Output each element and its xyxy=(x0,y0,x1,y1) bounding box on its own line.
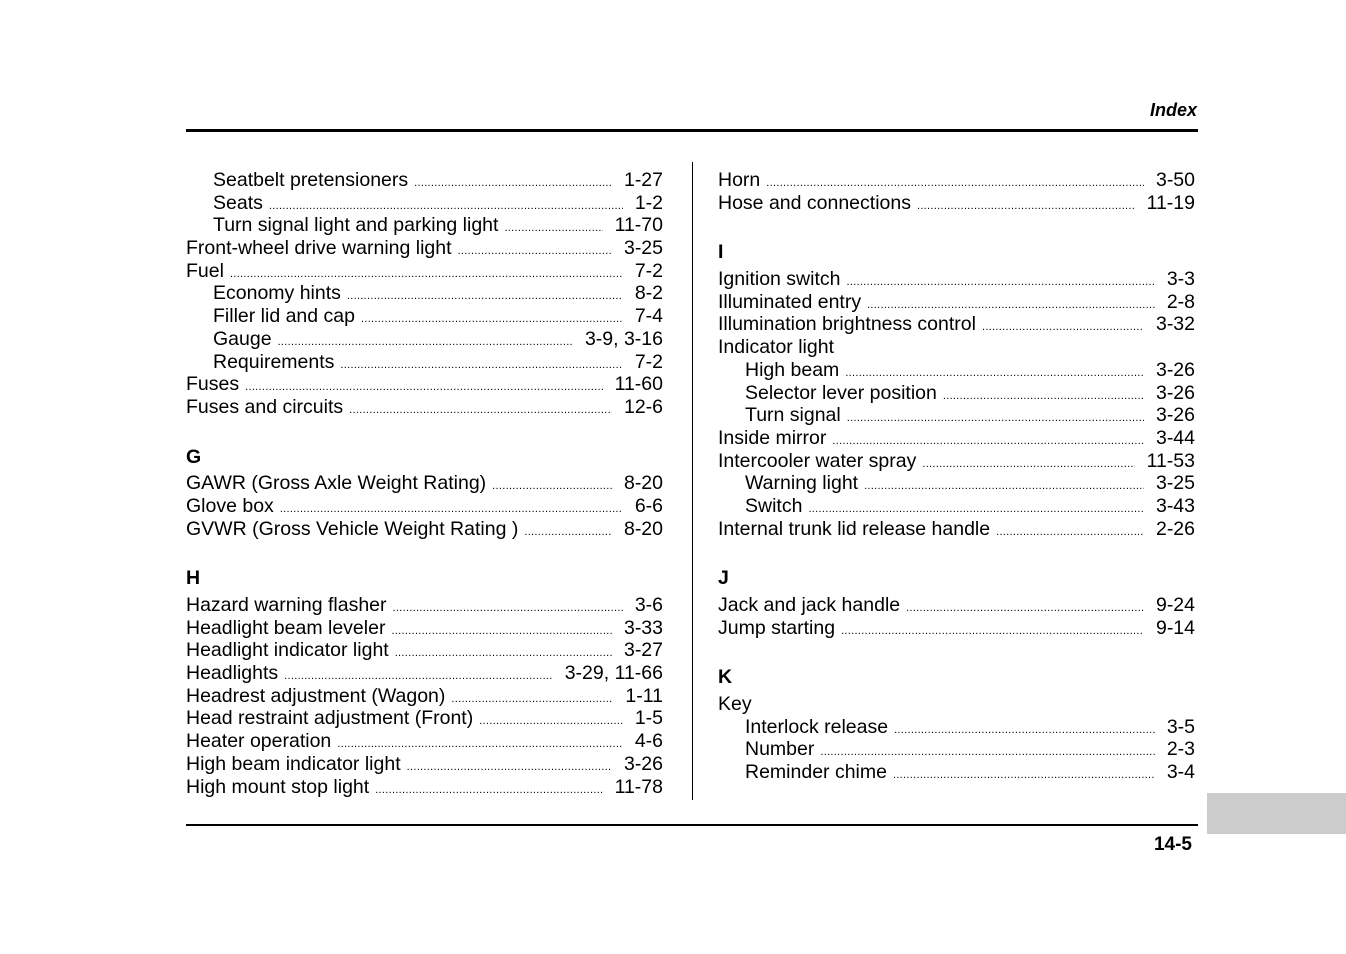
entry-page: 11-70 xyxy=(614,214,663,237)
entry-label: Interlock release xyxy=(745,715,889,738)
index-entry xyxy=(718,336,1195,359)
entry-page: 11-19 xyxy=(1146,191,1195,214)
entry-label: Illuminated entry xyxy=(718,290,862,313)
entry-label: Jack and jack handle xyxy=(718,594,901,616)
index-column-right xyxy=(718,169,1195,784)
entry-label: Head restraint adjustment (Front) xyxy=(186,707,474,730)
index-entry xyxy=(186,472,663,495)
entry-label: Front-wheel drive warning light xyxy=(186,237,452,260)
entry-page: 3-6 xyxy=(634,594,663,616)
index-entry xyxy=(718,761,1195,784)
index-entry xyxy=(186,351,663,374)
entry-page: 3-27 xyxy=(623,639,663,662)
entry-label: Fuses xyxy=(186,373,240,396)
index-entry xyxy=(718,268,1195,291)
leader-dots xyxy=(864,475,1144,498)
index-entry xyxy=(718,617,1195,640)
leader-dots xyxy=(375,779,602,802)
leader-dots xyxy=(407,756,612,779)
entry-label: Headlight beam leveler xyxy=(186,616,386,639)
leader-dots xyxy=(894,719,1155,742)
index-entry xyxy=(718,427,1195,450)
entry-page: 1-2 xyxy=(634,191,663,214)
entry-label: Jump starting xyxy=(718,616,836,639)
index-entry xyxy=(718,404,1195,427)
entry-label: Hose and connections xyxy=(718,191,911,214)
entry-page: 11-53 xyxy=(1146,449,1195,472)
leader-dots xyxy=(504,217,602,240)
entry-label: Glove box xyxy=(186,494,274,517)
entry-label: Fuses and circuits xyxy=(186,395,344,418)
entry-label: Key xyxy=(718,693,752,716)
entry-page: 3-9, 3-16 xyxy=(584,327,663,350)
index-entry xyxy=(718,693,1195,716)
entry-page: 6-6 xyxy=(634,494,663,517)
entry-page: 3-25 xyxy=(623,237,663,260)
leader-dots xyxy=(393,597,623,620)
entry-label: High beam xyxy=(745,358,840,381)
column-divider xyxy=(692,162,693,800)
entry-page: 3-26 xyxy=(1155,381,1195,404)
entry-page: 8-20 xyxy=(623,517,663,540)
index-section-g xyxy=(186,472,663,540)
index-entry xyxy=(186,282,663,305)
index-entry xyxy=(186,730,663,753)
entry-label: Heater operation xyxy=(186,730,332,753)
leader-dots xyxy=(458,240,612,263)
index-entry xyxy=(186,776,663,799)
section-letter-i: I xyxy=(718,241,724,264)
entry-label: Gauge xyxy=(213,327,272,350)
index-entry xyxy=(186,685,663,708)
entry-label: Reminder chime xyxy=(745,761,887,784)
index-entry xyxy=(186,594,663,617)
leader-dots xyxy=(451,688,613,711)
index-entry xyxy=(186,305,663,328)
entry-label: Headrest adjustment (Wagon) xyxy=(186,684,446,707)
index-entry xyxy=(186,169,663,192)
entry-page: 11-78 xyxy=(614,775,663,798)
entry-label: Illumination brightness control xyxy=(718,313,976,336)
entry-label: Headlight indicator light xyxy=(186,639,389,662)
index-entry xyxy=(718,169,1195,192)
entry-page: 11-60 xyxy=(614,373,663,396)
index-entry xyxy=(186,707,663,730)
leader-dots xyxy=(893,764,1155,787)
entry-label: High mount stop light xyxy=(186,775,370,798)
section-letter-h: H xyxy=(186,567,201,590)
index-entry xyxy=(186,192,663,215)
leader-dots xyxy=(340,354,622,377)
index-entry xyxy=(718,716,1195,739)
section-letter-k: K xyxy=(718,666,733,689)
entry-page: 2-8 xyxy=(1166,290,1195,313)
entry-page: 3-32 xyxy=(1155,313,1195,336)
leader-dots xyxy=(391,620,612,643)
leader-dots xyxy=(906,597,1144,620)
index-entry xyxy=(718,472,1195,495)
entry-label: Turn signal xyxy=(745,404,841,427)
section-letter-g: G xyxy=(186,445,202,468)
index-entry xyxy=(186,753,663,776)
index-list-continued xyxy=(186,169,663,419)
entry-page: 3-29, 11-66 xyxy=(564,662,663,685)
section-letter-j: J xyxy=(718,567,729,590)
leader-dots xyxy=(492,475,612,498)
index-entry xyxy=(186,237,663,260)
leader-dots xyxy=(943,385,1144,408)
entry-page: 9-14 xyxy=(1155,616,1195,639)
entry-page: 3-25 xyxy=(1155,472,1195,495)
entry-label: Selector lever position xyxy=(745,381,937,404)
entry-label: Seats xyxy=(213,191,263,214)
entry-page: 7-4 xyxy=(634,305,663,328)
entry-page: 3-4 xyxy=(1166,761,1195,784)
entry-label: Inside mirror xyxy=(718,426,827,449)
entry-page: 3-5 xyxy=(1166,715,1195,738)
entry-page: 3-44 xyxy=(1155,426,1195,449)
entry-label: Hazard warning flasher xyxy=(186,594,387,616)
index-entry xyxy=(718,450,1195,473)
entry-label: Horn xyxy=(718,169,761,191)
leader-dots xyxy=(982,316,1144,339)
index-section-i xyxy=(718,268,1195,540)
leader-dots xyxy=(996,521,1144,544)
entry-page: 7-2 xyxy=(634,259,663,282)
leader-dots xyxy=(847,407,1144,430)
entry-label: Turn signal light and parking light xyxy=(213,214,499,237)
leader-dots xyxy=(361,308,623,331)
entry-page: 3-26 xyxy=(1155,358,1195,381)
entry-label: GVWR (Gross Vehicle Weight Rating ) xyxy=(186,517,519,540)
entry-label: Intercooler water spray xyxy=(718,449,917,472)
leader-dots xyxy=(347,285,623,308)
index-entry xyxy=(186,495,663,518)
leader-dots xyxy=(846,271,1154,294)
entry-label: GAWR (Gross Axle Weight Rating) xyxy=(186,472,487,495)
index-entry xyxy=(718,594,1195,617)
entry-page: 3-26 xyxy=(1155,404,1195,427)
index-entry xyxy=(718,738,1195,761)
index-entry xyxy=(718,382,1195,405)
entry-label: Ignition switch xyxy=(718,268,841,291)
header-rule xyxy=(186,129,1198,132)
entry-page: 2-26 xyxy=(1155,517,1195,540)
entry-label: Headlights xyxy=(186,662,279,685)
entry-label: Warning light xyxy=(745,472,859,495)
entry-label: Indicator light xyxy=(718,336,834,359)
index-entry xyxy=(718,291,1195,314)
index-entry xyxy=(186,214,663,237)
index-entry xyxy=(718,192,1195,215)
index-entry xyxy=(186,396,663,419)
entry-label: Requirements xyxy=(213,350,335,373)
entry-page: 3-50 xyxy=(1155,169,1195,191)
entry-label: High beam indicator light xyxy=(186,752,401,775)
entry-page: 3-33 xyxy=(623,616,663,639)
leader-dots xyxy=(524,521,612,544)
page-number: 14-5 xyxy=(1153,834,1192,855)
entry-label: Number xyxy=(745,738,815,761)
entry-label: Switch xyxy=(745,494,803,517)
entry-label: Internal trunk lid release handle xyxy=(718,517,991,540)
index-entry xyxy=(186,617,663,640)
leader-dots xyxy=(349,399,612,422)
entry-label: Fuel xyxy=(186,259,224,282)
entry-page: 8-2 xyxy=(634,282,663,305)
entry-page: 8-20 xyxy=(623,472,663,495)
entry-page: 3-26 xyxy=(623,752,663,775)
leader-dots xyxy=(922,453,1134,476)
entry-page: 12-6 xyxy=(623,395,663,418)
entry-page: 9-24 xyxy=(1155,594,1195,616)
index-entry xyxy=(718,313,1195,336)
footer-rule xyxy=(186,824,1198,826)
index-entry xyxy=(718,359,1195,382)
entry-page: 3-43 xyxy=(1155,494,1195,517)
leader-dots xyxy=(841,620,1144,643)
index-entry xyxy=(718,518,1195,541)
entry-label: Filler lid and cap xyxy=(213,305,355,328)
leader-dots xyxy=(414,172,612,195)
index-column-left xyxy=(186,169,663,798)
index-entry xyxy=(186,518,663,541)
leader-dots xyxy=(917,195,1135,218)
leader-dots xyxy=(479,710,623,733)
index-entry xyxy=(186,328,663,351)
entry-page: 1-27 xyxy=(623,169,663,191)
index-entry xyxy=(186,662,663,685)
index-entry xyxy=(186,260,663,283)
index-entry xyxy=(718,495,1195,518)
entry-page: 1-11 xyxy=(625,684,663,707)
entry-page: 1-5 xyxy=(634,707,663,730)
entry-label: Seatbelt pretensioners xyxy=(213,169,409,191)
section-thumb-tab xyxy=(1207,793,1346,834)
entry-label: Economy hints xyxy=(213,282,341,305)
page-header-title: Index xyxy=(1149,100,1197,120)
entry-page: 3-3 xyxy=(1166,268,1195,291)
entry-page: 2-3 xyxy=(1166,738,1195,761)
entry-page: 4-6 xyxy=(634,730,663,753)
index-entry xyxy=(186,639,663,662)
index-section-j xyxy=(718,594,1195,639)
index-section-k xyxy=(718,693,1195,784)
index-list-continued xyxy=(718,169,1195,214)
index-entry xyxy=(186,373,663,396)
entry-page: 7-2 xyxy=(634,350,663,373)
index-section-h xyxy=(186,594,663,798)
